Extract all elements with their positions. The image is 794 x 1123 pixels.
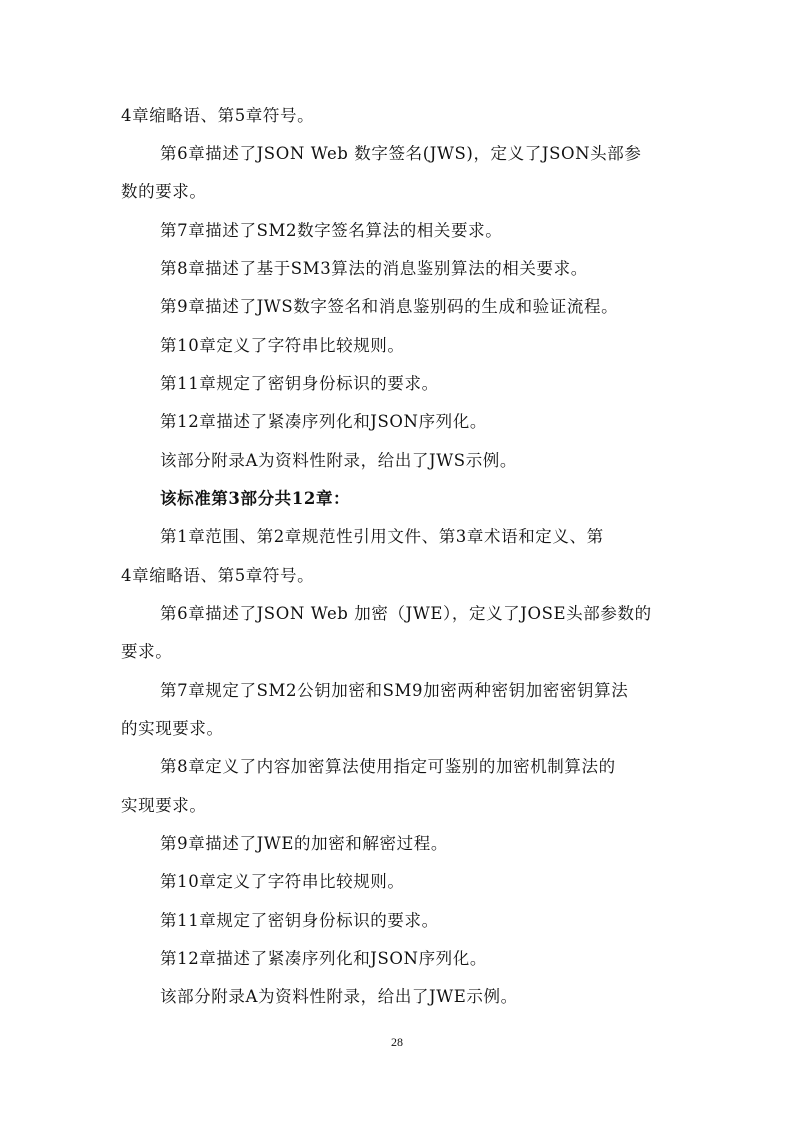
paragraph-part3-chapter-7-line-2: 的实现要求。: [121, 719, 224, 738]
paragraph-chapter-10: 第10章定义了字符串比较规则。: [160, 336, 405, 355]
paragraph-chapter-7: 第7章描述了SM2数字签名算法的相关要求。: [160, 221, 503, 240]
paragraph-part3-chapter-6-line-1: 第6章描述了JSON Web 加密（JWE），定义了JOSE头部参数的: [160, 604, 652, 623]
paragraph-part3-chapter-12: 第12章描述了紧凑序列化和JSON序列化。: [160, 949, 487, 968]
section-heading-part-3: 该标准第3部分共12章：: [160, 489, 351, 508]
paragraph-part3-chapter-11: 第11章规定了密钥身份标识的要求。: [160, 911, 439, 930]
paragraph-chapter-8: 第8章描述了基于SM3算法的消息鉴别算法的相关要求。: [160, 259, 588, 278]
paragraph-part3-chapters-1-3-line-2: 4章缩略语、第5章符号。: [121, 566, 315, 585]
paragraph-part3-chapter-8-line-2: 实现要求。: [121, 796, 207, 815]
paragraph-part3-chapter-9: 第9章描述了JWE的加密和解密过程。: [160, 834, 448, 853]
paragraph-chapter-6-line-1: 第6章描述了JSON Web 数字签名(JWS)，定义了JSON头部参: [160, 144, 642, 163]
paragraph-chapter-12: 第12章描述了紧凑序列化和JSON序列化。: [160, 412, 487, 431]
paragraph-appendix-a: 该部分附录A为资料性附录，给出了JWS示例。: [160, 451, 517, 470]
paragraph-chapter-9: 第9章描述了JWS数字签名和消息鉴别码的生成和验证流程。: [160, 297, 619, 316]
paragraph-part3-chapter-10: 第10章定义了字符串比较规则。: [160, 872, 405, 891]
paragraph-chapter-11: 第11章规定了密钥身份标识的要求。: [160, 374, 439, 393]
paragraph-part3-chapters-1-3-line-1: 第1章范围、第2章规范性引用文件、第3章术语和定义、第: [160, 527, 604, 546]
paragraph-part3-appendix-a: 该部分附录A为资料性附录，给出了JWE示例。: [160, 987, 518, 1006]
paragraph-part3-chapter-6-line-2: 要求。: [121, 642, 173, 661]
paragraph-continuation: 4章缩略语、第5章符号。: [121, 106, 315, 125]
paragraph-chapter-6-line-2: 数的要求。: [121, 182, 207, 201]
paragraph-part3-chapter-7-line-1: 第7章规定了SM2公钥加密和SM9加密两种密钥加密密钥算法: [160, 681, 629, 700]
page-number: 28: [391, 1035, 403, 1049]
paragraph-part3-chapter-8-line-1: 第8章定义了内容加密算法使用指定可鉴别的加密机制算法的: [160, 757, 616, 776]
